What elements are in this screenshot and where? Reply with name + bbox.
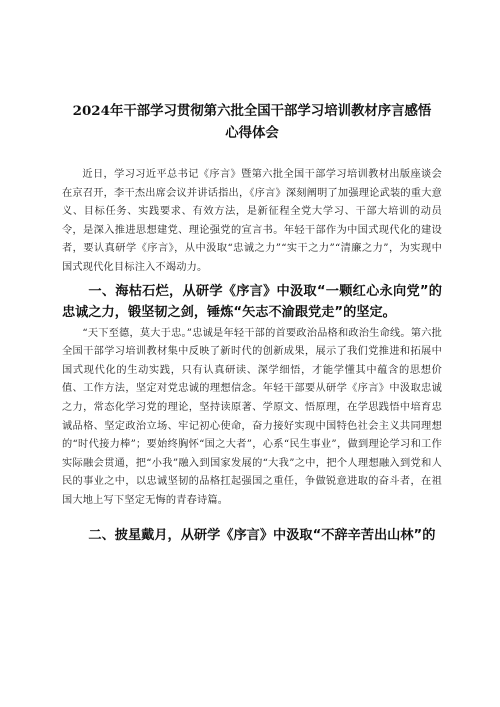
section-2-heading: 二、披星戴月，从研学《序言》中汲取“不辞辛苦出山林”的 [88, 527, 436, 543]
section-1-heading: 一、海枯石烂，从研学《序言》中汲取“一颗红心永向党”的忠诚之力，锻坚韧之剑，锤炼“矢志不渝跟党走”的坚定。 [62, 283, 442, 320]
intro-paragraph: 近日，学习习近平总书记《序言》暨第六批全国干部学习培训教材出版座谈会在京召开，李干杰出席会议并讲话指出，《序言》深刻阐明了加强理论武装的重大意义、目标任务、实践要求、有效方法，是新征程全党大学习、干部大培训的动员令，是深入推进思想建党、理论强党的宣言书。年轻干部作为中国式现代化的建设者，要认真研学《序言》，从中汲取“忠诚之力”“实干之力”“清廉之力”，为实现中国式现代化目标注入不竭动力。 [62, 169, 442, 273]
document-title [62, 100, 442, 144]
title-line-2: 心得体会 [225, 125, 279, 141]
section-1-paragraph: “天下至德，莫大于忠。”忠诚是年轻干部的首要政治品格和政治生命线。第六批全国干部学习培训教材集中反映了新时代的创新成果，展示了我们党推进和拓展中国式现代化的生动实践，只有认真研读、深学细悟，才能学懂其中蕴含的思想价值、工作方法，坚定对党忠诚的理想信念。年轻干部要从研学《序言》中汲取忠诚之力，常态化学习党的理论，坚持读原著、学原文、悟原理，在学思践悟中培育忠诚品格、坚定政治立场、牢记初心使命，奋力接好实现中国特色社会主义共同理想的“时代接力棒”；要始终胸怀“国之大者”，心系“民生事业”，做到理论学习和工作实际融会贯通，把“小我”融入到国家发展的“大我”之中，把个人理想融入到党和人民的事业之中，以忠诚坚韧的品格扛起强国之重任，争做锐意进取的奋斗者，在祖国大地上写下坚定无悔的青春诗篇。 [62, 327, 442, 506]
title-line-1: 2024年干部学习贯彻第六批全国干部学习培训教材序言感悟 [72, 103, 432, 119]
